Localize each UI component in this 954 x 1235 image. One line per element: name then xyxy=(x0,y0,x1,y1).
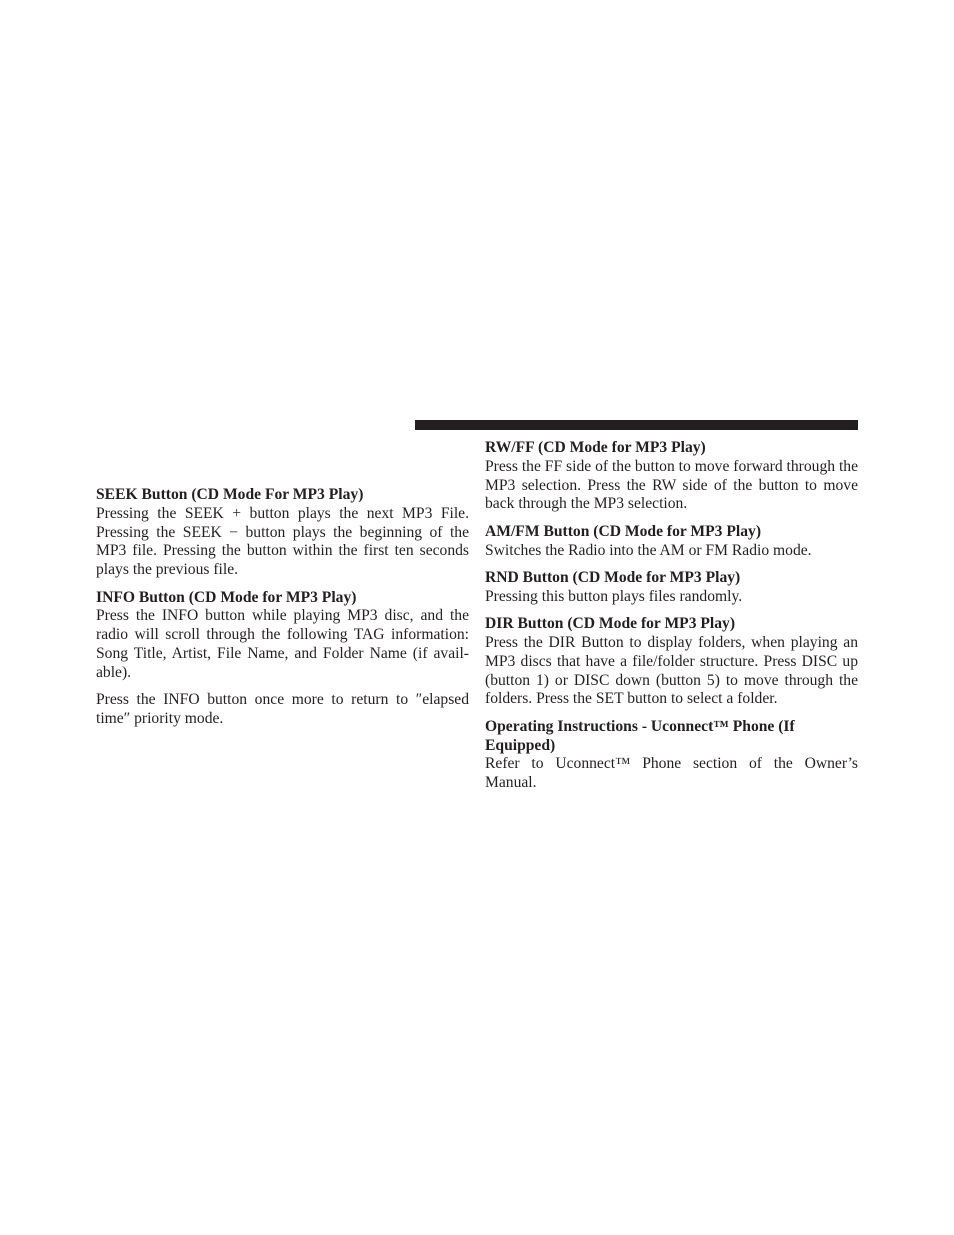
rnd-button-section xyxy=(485,569,858,607)
dir-button-section xyxy=(485,615,858,709)
section-heading: SEEK Button (CD Mode For MP3 Play) xyxy=(96,486,364,503)
section-paragraph: Press the INFO button while playing MP3 disc, and the radio will scroll through the following TAG information: Song Title, Artist, File Name, and Folder Name (if avail-able). xyxy=(96,607,469,681)
am-fm-button-section xyxy=(485,523,858,561)
section-paragraph: Pressing the SEEK + button plays the next MP3 File. Pressing the SEEK − button plays the beginning of the MP3 file. Pressing the button within the first ten seconds plays the previous file. xyxy=(96,504,469,579)
section-heading: RND Button (CD Mode for MP3 Play) xyxy=(485,568,741,586)
info-button-section xyxy=(96,589,469,729)
rw-ff-section xyxy=(485,439,858,514)
section-heading: RW/FF (CD Mode for MP3 Play) xyxy=(485,439,706,456)
right-column xyxy=(485,439,858,802)
section-paragraph: Press the DIR Button to display folders, when playing an MP3 discs that have a file/folder structure. Press DISC up (button 1) or DISC down (button 5) to move through the folders. Press the SET button to select a folder. xyxy=(485,633,858,708)
seek-button-section xyxy=(96,486,469,580)
section-heading: AM/FM Button (CD Mode for MP3 Play) xyxy=(485,522,762,540)
section-paragraph: Refer to Uconnect™ Phone section of the Owner’s Manual. xyxy=(485,755,858,792)
section-paragraph: Press the FF side of the button to move forward through the MP3 selection. Press the RW side of the button to move back through the MP3 selection. xyxy=(485,457,858,513)
left-column xyxy=(96,486,469,737)
section-heading: DIR Button (CD Mode for MP3 Play) xyxy=(485,615,736,633)
section-paragraph: Press the INFO button once more to return to ″elapsed time″ priority mode. xyxy=(96,691,469,727)
section-heading: INFO Button (CD Mode for MP3 Play) xyxy=(96,588,357,606)
section-header-rule xyxy=(415,420,858,430)
section-paragraph: Pressing this button plays files randomly. xyxy=(485,587,743,605)
section-paragraph: Switches the Radio into the AM or FM Radio mode. xyxy=(485,541,812,559)
uconnect-phone-section xyxy=(485,718,858,793)
section-heading: Operating Instructions - Uconnect™ Phone (If Equipped) xyxy=(485,717,795,754)
